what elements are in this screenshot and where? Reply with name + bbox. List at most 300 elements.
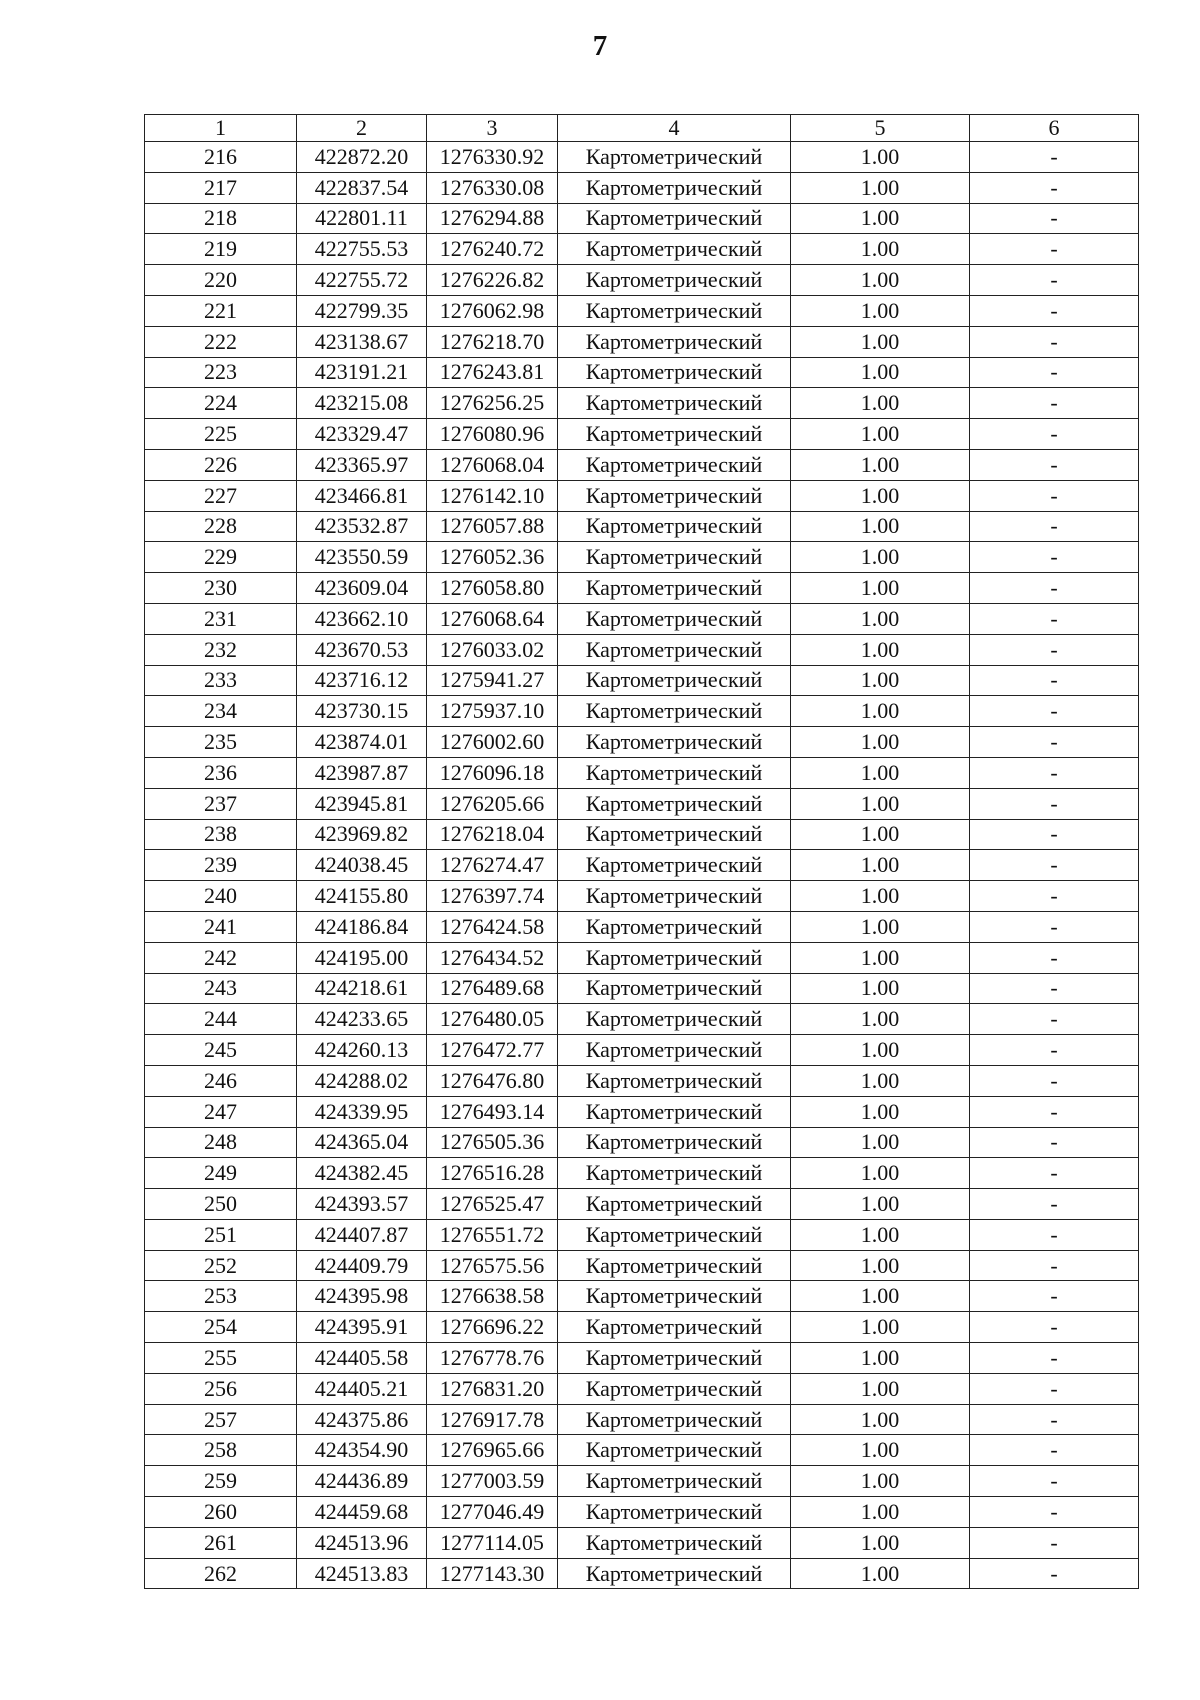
y-coordinate-cell: 1276205.66 — [427, 788, 558, 819]
method-cell: Картометрический — [558, 511, 791, 542]
point-number-cell: 254 — [145, 1312, 297, 1343]
accuracy-cell: 1.00 — [791, 1158, 970, 1189]
y-coordinate-cell: 1276525.47 — [427, 1189, 558, 1220]
accuracy-cell: 1.00 — [791, 1527, 970, 1558]
coordinates-table — [144, 114, 1139, 1589]
method-cell: Картометрический — [558, 603, 791, 634]
y-coordinate-cell: 1276096.18 — [427, 757, 558, 788]
table-row — [145, 696, 1139, 727]
y-coordinate-cell: 1275941.27 — [427, 665, 558, 696]
y-coordinate-cell: 1276434.52 — [427, 942, 558, 973]
method-cell: Картометрический — [558, 1435, 791, 1466]
x-coordinate-cell: 424436.89 — [297, 1466, 427, 1497]
x-coordinate-cell: 424354.90 — [297, 1435, 427, 1466]
method-cell: Картометрический — [558, 1373, 791, 1404]
method-cell: Картометрический — [558, 696, 791, 727]
x-coordinate-cell: 423550.59 — [297, 542, 427, 573]
description-cell: - — [970, 172, 1139, 203]
table-row — [145, 1065, 1139, 1096]
point-number-cell: 256 — [145, 1373, 297, 1404]
description-cell: - — [970, 1497, 1139, 1528]
point-number-cell: 234 — [145, 696, 297, 727]
method-cell: Картометрический — [558, 850, 791, 881]
y-coordinate-cell: 1277003.59 — [427, 1466, 558, 1497]
x-coordinate-cell: 424339.95 — [297, 1096, 427, 1127]
accuracy-cell: 1.00 — [791, 1497, 970, 1528]
method-cell: Картометрический — [558, 1404, 791, 1435]
description-cell: - — [970, 634, 1139, 665]
y-coordinate-cell: 1276058.80 — [427, 573, 558, 604]
point-number-cell: 221 — [145, 295, 297, 326]
description-cell: - — [970, 1466, 1139, 1497]
accuracy-cell: 1.00 — [791, 850, 970, 881]
table-row — [145, 234, 1139, 265]
description-cell: - — [970, 265, 1139, 296]
table-row — [145, 1158, 1139, 1189]
y-coordinate-cell: 1276052.36 — [427, 542, 558, 573]
description-cell: - — [970, 1096, 1139, 1127]
description-cell: - — [970, 942, 1139, 973]
method-cell: Картометрический — [558, 1558, 791, 1589]
header-cell-2: 2 — [297, 115, 427, 142]
accuracy-cell: 1.00 — [791, 1219, 970, 1250]
header-row — [145, 115, 1139, 142]
table-row — [145, 295, 1139, 326]
x-coordinate-cell: 423215.08 — [297, 388, 427, 419]
table-row — [145, 1219, 1139, 1250]
method-cell: Картометрический — [558, 1035, 791, 1066]
accuracy-cell: 1.00 — [791, 1435, 970, 1466]
accuracy-cell: 1.00 — [791, 511, 970, 542]
table-row — [145, 511, 1139, 542]
method-cell: Картометрический — [558, 357, 791, 388]
description-cell: - — [970, 1404, 1139, 1435]
table-row — [145, 1497, 1139, 1528]
x-coordinate-cell: 424395.98 — [297, 1281, 427, 1312]
x-coordinate-cell: 422755.72 — [297, 265, 427, 296]
point-number-cell: 233 — [145, 665, 297, 696]
description-cell: - — [970, 850, 1139, 881]
table-row — [145, 1373, 1139, 1404]
point-number-cell: 251 — [145, 1219, 297, 1250]
x-coordinate-cell: 423466.81 — [297, 480, 427, 511]
accuracy-cell: 1.00 — [791, 881, 970, 912]
description-cell: - — [970, 727, 1139, 758]
page-number: 7 — [592, 30, 608, 62]
x-coordinate-cell: 424195.00 — [297, 942, 427, 973]
x-coordinate-cell: 422872.20 — [297, 142, 427, 173]
method-cell: Картометрический — [558, 1312, 791, 1343]
y-coordinate-cell: 1276274.47 — [427, 850, 558, 881]
table-row — [145, 573, 1139, 604]
x-coordinate-cell: 423365.97 — [297, 449, 427, 480]
x-coordinate-cell: 423138.67 — [297, 326, 427, 357]
accuracy-cell: 1.00 — [791, 295, 970, 326]
table-row — [145, 788, 1139, 819]
accuracy-cell: 1.00 — [791, 1004, 970, 1035]
point-number-cell: 261 — [145, 1527, 297, 1558]
y-coordinate-cell: 1276330.92 — [427, 142, 558, 173]
point-number-cell: 219 — [145, 234, 297, 265]
accuracy-cell: 1.00 — [791, 449, 970, 480]
y-coordinate-cell: 1276638.58 — [427, 1281, 558, 1312]
table-row — [145, 1127, 1139, 1158]
accuracy-cell: 1.00 — [791, 1558, 970, 1589]
table-row — [145, 850, 1139, 881]
method-cell: Картометрический — [558, 881, 791, 912]
description-cell: - — [970, 388, 1139, 419]
x-coordinate-cell: 424405.21 — [297, 1373, 427, 1404]
description-cell: - — [970, 1281, 1139, 1312]
table-row — [145, 1189, 1139, 1220]
y-coordinate-cell: 1276831.20 — [427, 1373, 558, 1404]
x-coordinate-cell: 424407.87 — [297, 1219, 427, 1250]
point-number-cell: 229 — [145, 542, 297, 573]
method-cell: Картометрический — [558, 265, 791, 296]
point-number-cell: 235 — [145, 727, 297, 758]
x-coordinate-cell: 424513.96 — [297, 1527, 427, 1558]
x-coordinate-cell: 423716.12 — [297, 665, 427, 696]
method-cell: Картометрический — [558, 1497, 791, 1528]
description-cell: - — [970, 911, 1139, 942]
description-cell: - — [970, 542, 1139, 573]
point-number-cell: 241 — [145, 911, 297, 942]
description-cell: - — [970, 1373, 1139, 1404]
description-cell: - — [970, 1343, 1139, 1374]
description-cell: - — [970, 1127, 1139, 1158]
x-coordinate-cell: 422801.11 — [297, 203, 427, 234]
y-coordinate-cell: 1276256.25 — [427, 388, 558, 419]
accuracy-cell: 1.00 — [791, 1404, 970, 1435]
table-row — [145, 1435, 1139, 1466]
point-number-cell: 216 — [145, 142, 297, 173]
table-row — [145, 1343, 1139, 1374]
description-cell: - — [970, 234, 1139, 265]
table-row — [145, 388, 1139, 419]
point-number-cell: 252 — [145, 1250, 297, 1281]
accuracy-cell: 1.00 — [791, 142, 970, 173]
accuracy-cell: 1.00 — [791, 1096, 970, 1127]
y-coordinate-cell: 1276240.72 — [427, 234, 558, 265]
table-row — [145, 942, 1139, 973]
table-row — [145, 665, 1139, 696]
point-number-cell: 228 — [145, 511, 297, 542]
y-coordinate-cell: 1276472.77 — [427, 1035, 558, 1066]
accuracy-cell: 1.00 — [791, 1281, 970, 1312]
description-cell: - — [970, 603, 1139, 634]
table-row — [145, 1004, 1139, 1035]
table-row — [145, 881, 1139, 912]
accuracy-cell: 1.00 — [791, 1466, 970, 1497]
table-row — [145, 1404, 1139, 1435]
description-cell: - — [970, 1004, 1139, 1035]
y-coordinate-cell: 1276068.64 — [427, 603, 558, 634]
description-cell: - — [970, 1558, 1139, 1589]
description-cell: - — [970, 1435, 1139, 1466]
description-cell: - — [970, 480, 1139, 511]
accuracy-cell: 1.00 — [791, 603, 970, 634]
point-number-cell: 255 — [145, 1343, 297, 1374]
accuracy-cell: 1.00 — [791, 634, 970, 665]
point-number-cell: 223 — [145, 357, 297, 388]
accuracy-cell: 1.00 — [791, 1127, 970, 1158]
x-coordinate-cell: 424186.84 — [297, 911, 427, 942]
description-cell: - — [970, 142, 1139, 173]
y-coordinate-cell: 1276397.74 — [427, 881, 558, 912]
method-cell: Картометрический — [558, 542, 791, 573]
description-cell: - — [970, 1035, 1139, 1066]
accuracy-cell: 1.00 — [791, 480, 970, 511]
point-number-cell: 222 — [145, 326, 297, 357]
point-number-cell: 224 — [145, 388, 297, 419]
description-cell: - — [970, 511, 1139, 542]
x-coordinate-cell: 424405.58 — [297, 1343, 427, 1374]
accuracy-cell: 1.00 — [791, 1373, 970, 1404]
point-number-cell: 262 — [145, 1558, 297, 1589]
description-cell: - — [970, 757, 1139, 788]
table-row — [145, 419, 1139, 450]
method-cell: Картометрический — [558, 819, 791, 850]
method-cell: Картометрический — [558, 1158, 791, 1189]
y-coordinate-cell: 1276575.56 — [427, 1250, 558, 1281]
table-row — [145, 480, 1139, 511]
y-coordinate-cell: 1276062.98 — [427, 295, 558, 326]
description-cell: - — [970, 419, 1139, 450]
table-row — [145, 819, 1139, 850]
x-coordinate-cell: 422837.54 — [297, 172, 427, 203]
table-row — [145, 727, 1139, 758]
accuracy-cell: 1.00 — [791, 727, 970, 758]
point-number-cell: 243 — [145, 973, 297, 1004]
method-cell: Картометрический — [558, 665, 791, 696]
description-cell: - — [970, 357, 1139, 388]
table-row — [145, 203, 1139, 234]
method-cell: Картометрический — [558, 1096, 791, 1127]
x-coordinate-cell: 424375.86 — [297, 1404, 427, 1435]
accuracy-cell: 1.00 — [791, 357, 970, 388]
accuracy-cell: 1.00 — [791, 172, 970, 203]
description-cell: - — [970, 295, 1139, 326]
y-coordinate-cell: 1276965.66 — [427, 1435, 558, 1466]
table-row — [145, 265, 1139, 296]
point-number-cell: 247 — [145, 1096, 297, 1127]
method-cell: Картометрический — [558, 480, 791, 511]
y-coordinate-cell: 1276917.78 — [427, 1404, 558, 1435]
x-coordinate-cell: 423532.87 — [297, 511, 427, 542]
table-row — [145, 634, 1139, 665]
accuracy-cell: 1.00 — [791, 203, 970, 234]
point-number-cell: 217 — [145, 172, 297, 203]
point-number-cell: 258 — [145, 1435, 297, 1466]
y-coordinate-cell: 1276551.72 — [427, 1219, 558, 1250]
table-row — [145, 142, 1139, 173]
accuracy-cell: 1.00 — [791, 388, 970, 419]
point-number-cell: 249 — [145, 1158, 297, 1189]
y-coordinate-cell: 1276516.28 — [427, 1158, 558, 1189]
method-cell: Картометрический — [558, 788, 791, 819]
method-cell: Картометрический — [558, 172, 791, 203]
table-row — [145, 757, 1139, 788]
description-cell: - — [970, 973, 1139, 1004]
method-cell: Картометрический — [558, 1343, 791, 1374]
table-row — [145, 603, 1139, 634]
point-number-cell: 237 — [145, 788, 297, 819]
description-cell: - — [970, 788, 1139, 819]
point-number-cell: 242 — [145, 942, 297, 973]
accuracy-cell: 1.00 — [791, 1035, 970, 1066]
method-cell: Картометрический — [558, 142, 791, 173]
point-number-cell: 239 — [145, 850, 297, 881]
point-number-cell: 240 — [145, 881, 297, 912]
table-header — [145, 115, 1139, 142]
x-coordinate-cell: 424513.83 — [297, 1558, 427, 1589]
y-coordinate-cell: 1276505.36 — [427, 1127, 558, 1158]
x-coordinate-cell: 423874.01 — [297, 727, 427, 758]
method-cell: Картометрический — [558, 326, 791, 357]
table-body — [145, 142, 1139, 1589]
x-coordinate-cell: 423191.21 — [297, 357, 427, 388]
x-coordinate-cell: 424233.65 — [297, 1004, 427, 1035]
x-coordinate-cell: 423987.87 — [297, 757, 427, 788]
x-coordinate-cell: 424393.57 — [297, 1189, 427, 1220]
accuracy-cell: 1.00 — [791, 788, 970, 819]
method-cell: Картометрический — [558, 1250, 791, 1281]
description-cell: - — [970, 1065, 1139, 1096]
y-coordinate-cell: 1277046.49 — [427, 1497, 558, 1528]
point-number-cell: 253 — [145, 1281, 297, 1312]
method-cell: Картометрический — [558, 757, 791, 788]
method-cell: Картометрический — [558, 911, 791, 942]
y-coordinate-cell: 1276218.70 — [427, 326, 558, 357]
accuracy-cell: 1.00 — [791, 973, 970, 1004]
description-cell: - — [970, 1219, 1139, 1250]
x-coordinate-cell: 424395.91 — [297, 1312, 427, 1343]
description-cell: - — [970, 326, 1139, 357]
method-cell: Картометрический — [558, 1281, 791, 1312]
point-number-cell: 218 — [145, 203, 297, 234]
x-coordinate-cell: 424365.04 — [297, 1127, 427, 1158]
description-cell: - — [970, 449, 1139, 480]
table-row — [145, 1527, 1139, 1558]
x-coordinate-cell: 424288.02 — [297, 1065, 427, 1096]
description-cell: - — [970, 1189, 1139, 1220]
description-cell: - — [970, 696, 1139, 727]
x-coordinate-cell: 422799.35 — [297, 295, 427, 326]
accuracy-cell: 1.00 — [791, 1312, 970, 1343]
y-coordinate-cell: 1276480.05 — [427, 1004, 558, 1035]
y-coordinate-cell: 1277143.30 — [427, 1558, 558, 1589]
table-row — [145, 542, 1139, 573]
accuracy-cell: 1.00 — [791, 819, 970, 850]
accuracy-cell: 1.00 — [791, 419, 970, 450]
accuracy-cell: 1.00 — [791, 696, 970, 727]
table-row — [145, 1096, 1139, 1127]
description-cell: - — [970, 881, 1139, 912]
point-number-cell: 236 — [145, 757, 297, 788]
point-number-cell: 250 — [145, 1189, 297, 1220]
x-coordinate-cell: 423969.82 — [297, 819, 427, 850]
point-number-cell: 245 — [145, 1035, 297, 1066]
method-cell: Картометрический — [558, 1065, 791, 1096]
method-cell: Картометрический — [558, 1004, 791, 1035]
method-cell: Картометрический — [558, 295, 791, 326]
description-cell: - — [970, 1312, 1139, 1343]
accuracy-cell: 1.00 — [791, 665, 970, 696]
y-coordinate-cell: 1276226.82 — [427, 265, 558, 296]
y-coordinate-cell: 1275937.10 — [427, 696, 558, 727]
y-coordinate-cell: 1276696.22 — [427, 1312, 558, 1343]
table-row — [145, 1312, 1139, 1343]
header-cell-6: 6 — [970, 115, 1139, 142]
method-cell: Картометрический — [558, 1466, 791, 1497]
x-coordinate-cell: 423609.04 — [297, 573, 427, 604]
point-number-cell: 248 — [145, 1127, 297, 1158]
x-coordinate-cell: 423945.81 — [297, 788, 427, 819]
y-coordinate-cell: 1276068.04 — [427, 449, 558, 480]
y-coordinate-cell: 1276080.96 — [427, 419, 558, 450]
accuracy-cell: 1.00 — [791, 573, 970, 604]
description-cell: - — [970, 573, 1139, 604]
method-cell: Картометрический — [558, 727, 791, 758]
header-cell-1: 1 — [145, 115, 297, 142]
x-coordinate-cell: 423329.47 — [297, 419, 427, 450]
table-row — [145, 357, 1139, 388]
table-row — [145, 172, 1139, 203]
y-coordinate-cell: 1276057.88 — [427, 511, 558, 542]
accuracy-cell: 1.00 — [791, 942, 970, 973]
y-coordinate-cell: 1276489.68 — [427, 973, 558, 1004]
y-coordinate-cell: 1276476.80 — [427, 1065, 558, 1096]
point-number-cell: 226 — [145, 449, 297, 480]
x-coordinate-cell: 423670.53 — [297, 634, 427, 665]
point-number-cell: 246 — [145, 1065, 297, 1096]
point-number-cell: 260 — [145, 1497, 297, 1528]
point-number-cell: 232 — [145, 634, 297, 665]
x-coordinate-cell: 422755.53 — [297, 234, 427, 265]
accuracy-cell: 1.00 — [791, 1343, 970, 1374]
point-number-cell: 225 — [145, 419, 297, 450]
x-coordinate-cell: 424409.79 — [297, 1250, 427, 1281]
point-number-cell: 238 — [145, 819, 297, 850]
method-cell: Картометрический — [558, 973, 791, 1004]
method-cell: Картометрический — [558, 203, 791, 234]
accuracy-cell: 1.00 — [791, 757, 970, 788]
description-cell: - — [970, 665, 1139, 696]
y-coordinate-cell: 1276243.81 — [427, 357, 558, 388]
description-cell: - — [970, 1527, 1139, 1558]
accuracy-cell: 1.00 — [791, 1250, 970, 1281]
x-coordinate-cell: 424038.45 — [297, 850, 427, 881]
accuracy-cell: 1.00 — [791, 265, 970, 296]
table-row — [145, 1558, 1139, 1589]
method-cell: Картометрический — [558, 573, 791, 604]
method-cell: Картометрический — [558, 1127, 791, 1158]
y-coordinate-cell: 1277114.05 — [427, 1527, 558, 1558]
header-cell-4: 4 — [558, 115, 791, 142]
description-cell: - — [970, 1158, 1139, 1189]
point-number-cell: 220 — [145, 265, 297, 296]
description-cell: - — [970, 203, 1139, 234]
x-coordinate-cell: 424382.45 — [297, 1158, 427, 1189]
y-coordinate-cell: 1276142.10 — [427, 480, 558, 511]
method-cell: Картометрический — [558, 449, 791, 480]
point-number-cell: 227 — [145, 480, 297, 511]
table-row — [145, 973, 1139, 1004]
x-coordinate-cell: 424459.68 — [297, 1497, 427, 1528]
y-coordinate-cell: 1276218.04 — [427, 819, 558, 850]
point-number-cell: 231 — [145, 603, 297, 634]
accuracy-cell: 1.00 — [791, 1189, 970, 1220]
